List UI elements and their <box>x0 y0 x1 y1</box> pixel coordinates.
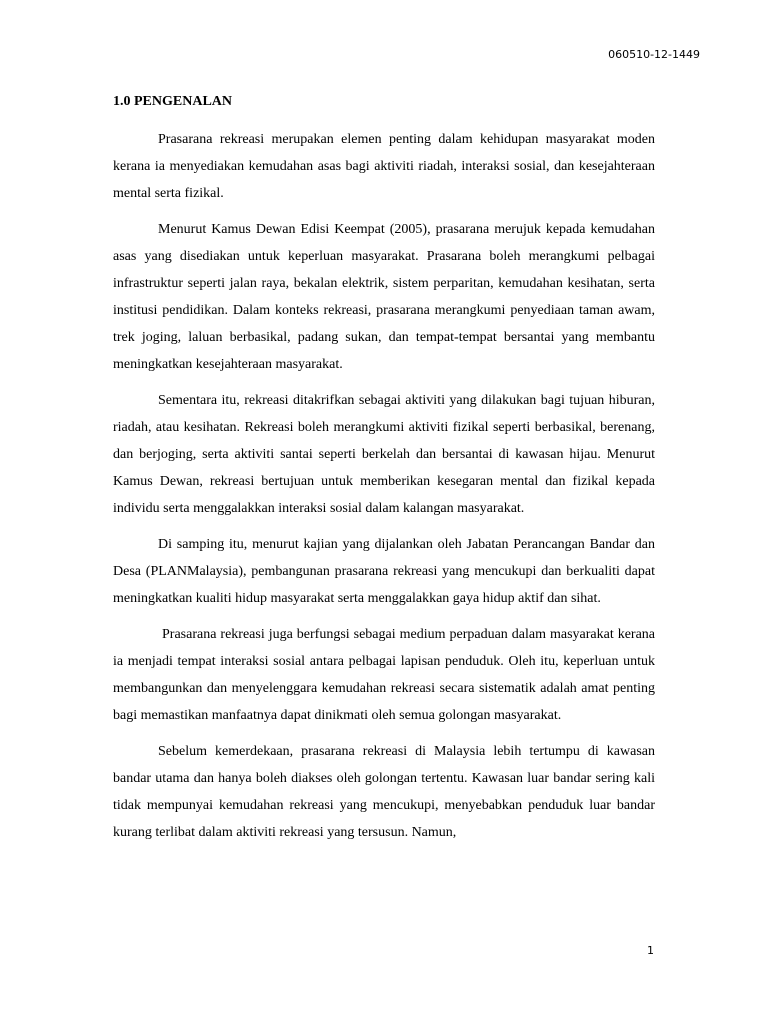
paragraph: Prasarana rekreasi juga berfungsi sebagai medium perpaduan dalam masyarakat kerana ia menjadi tempat interaksi sosial antara pelbagai lapisan penduduk. Oleh itu, keperluan untuk membangunkan dan menyelenggara kemudahan rekreasi secara sistematik adalah amat penting bagi memastikan manfaatnya dapat dinikmati oleh semua golongan masyarakat. <box>113 627 659 723</box>
page-number: 1 <box>647 944 654 957</box>
paragraph: Sebelum kemerdekaan, prasarana rekreasi di Malaysia lebih tertumpu di kawasan bandar utama dan hanya boleh diakses oleh golongan tertentu. Kawasan luar bandar sering kali tidak mempunyai kemudahan rekreasi yang mencukupi, menyebabkan penduduk luar bandar kurang terlibat dalam aktiviti rekreasi yang tersusun. Namun, <box>113 744 655 840</box>
paragraph: Prasarana rekreasi merupakan elemen penting dalam kehidupan masyarakat moden kerana ia menyediakan kemudahan asas bagi aktiviti riadah, interaksi sosial, dan kesejahteraan mental serta fizikal. <box>113 132 655 201</box>
document-id: 060510-12-1449 <box>608 48 700 61</box>
paragraph: Menurut Kamus Dewan Edisi Keempat (2005), prasarana merujuk kepada kemudahan asas yang disediakan untuk keperluan masyarakat. Prasarana boleh merangkumi pelbagai infrastruktur seperti jalan raya, bekalan elektrik, sistem perparitan, kemudahan kesihatan, serta institusi pendidikan. Dalam konteks rekreasi, prasarana merangkumi penyediaan taman awam, trek joging, laluan berbasikal, padang sukan, dan tempat-tempat bersantai yang membantu meningkatkan kesejahteraan masyarakat. <box>113 222 655 372</box>
paragraph: Sementara itu, rekreasi ditakrifkan sebagai aktiviti yang dilakukan bagi tujuan hiburan, riadah, atau kesihatan. Rekreasi boleh merangkumi aktiviti fizikal seperti berbasikal, berenang, dan berjoging, serta aktiviti santai seperti berkelah dan bersantai di kawasan hijau. Menurut Kamus Dewan, rekreasi bertujuan untuk memberikan kesegaran mental dan fizikal kepada individu serta menggalakkan interaksi sosial dalam kalangan masyarakat. <box>113 393 655 516</box>
document-body <box>113 92 659 855</box>
section-heading: 1.0 PENGENALAN <box>113 94 233 109</box>
paragraph: Di samping itu, menurut kajian yang dijalankan oleh Jabatan Perancangan Bandar dan Desa (PLANMalaysia), pembangunan prasarana rekreasi yang mencukupi dan berkualiti dapat meningkatkan kualiti hidup masyarakat serta menggalakkan gaya hidup aktif dan sihat. <box>113 537 655 606</box>
